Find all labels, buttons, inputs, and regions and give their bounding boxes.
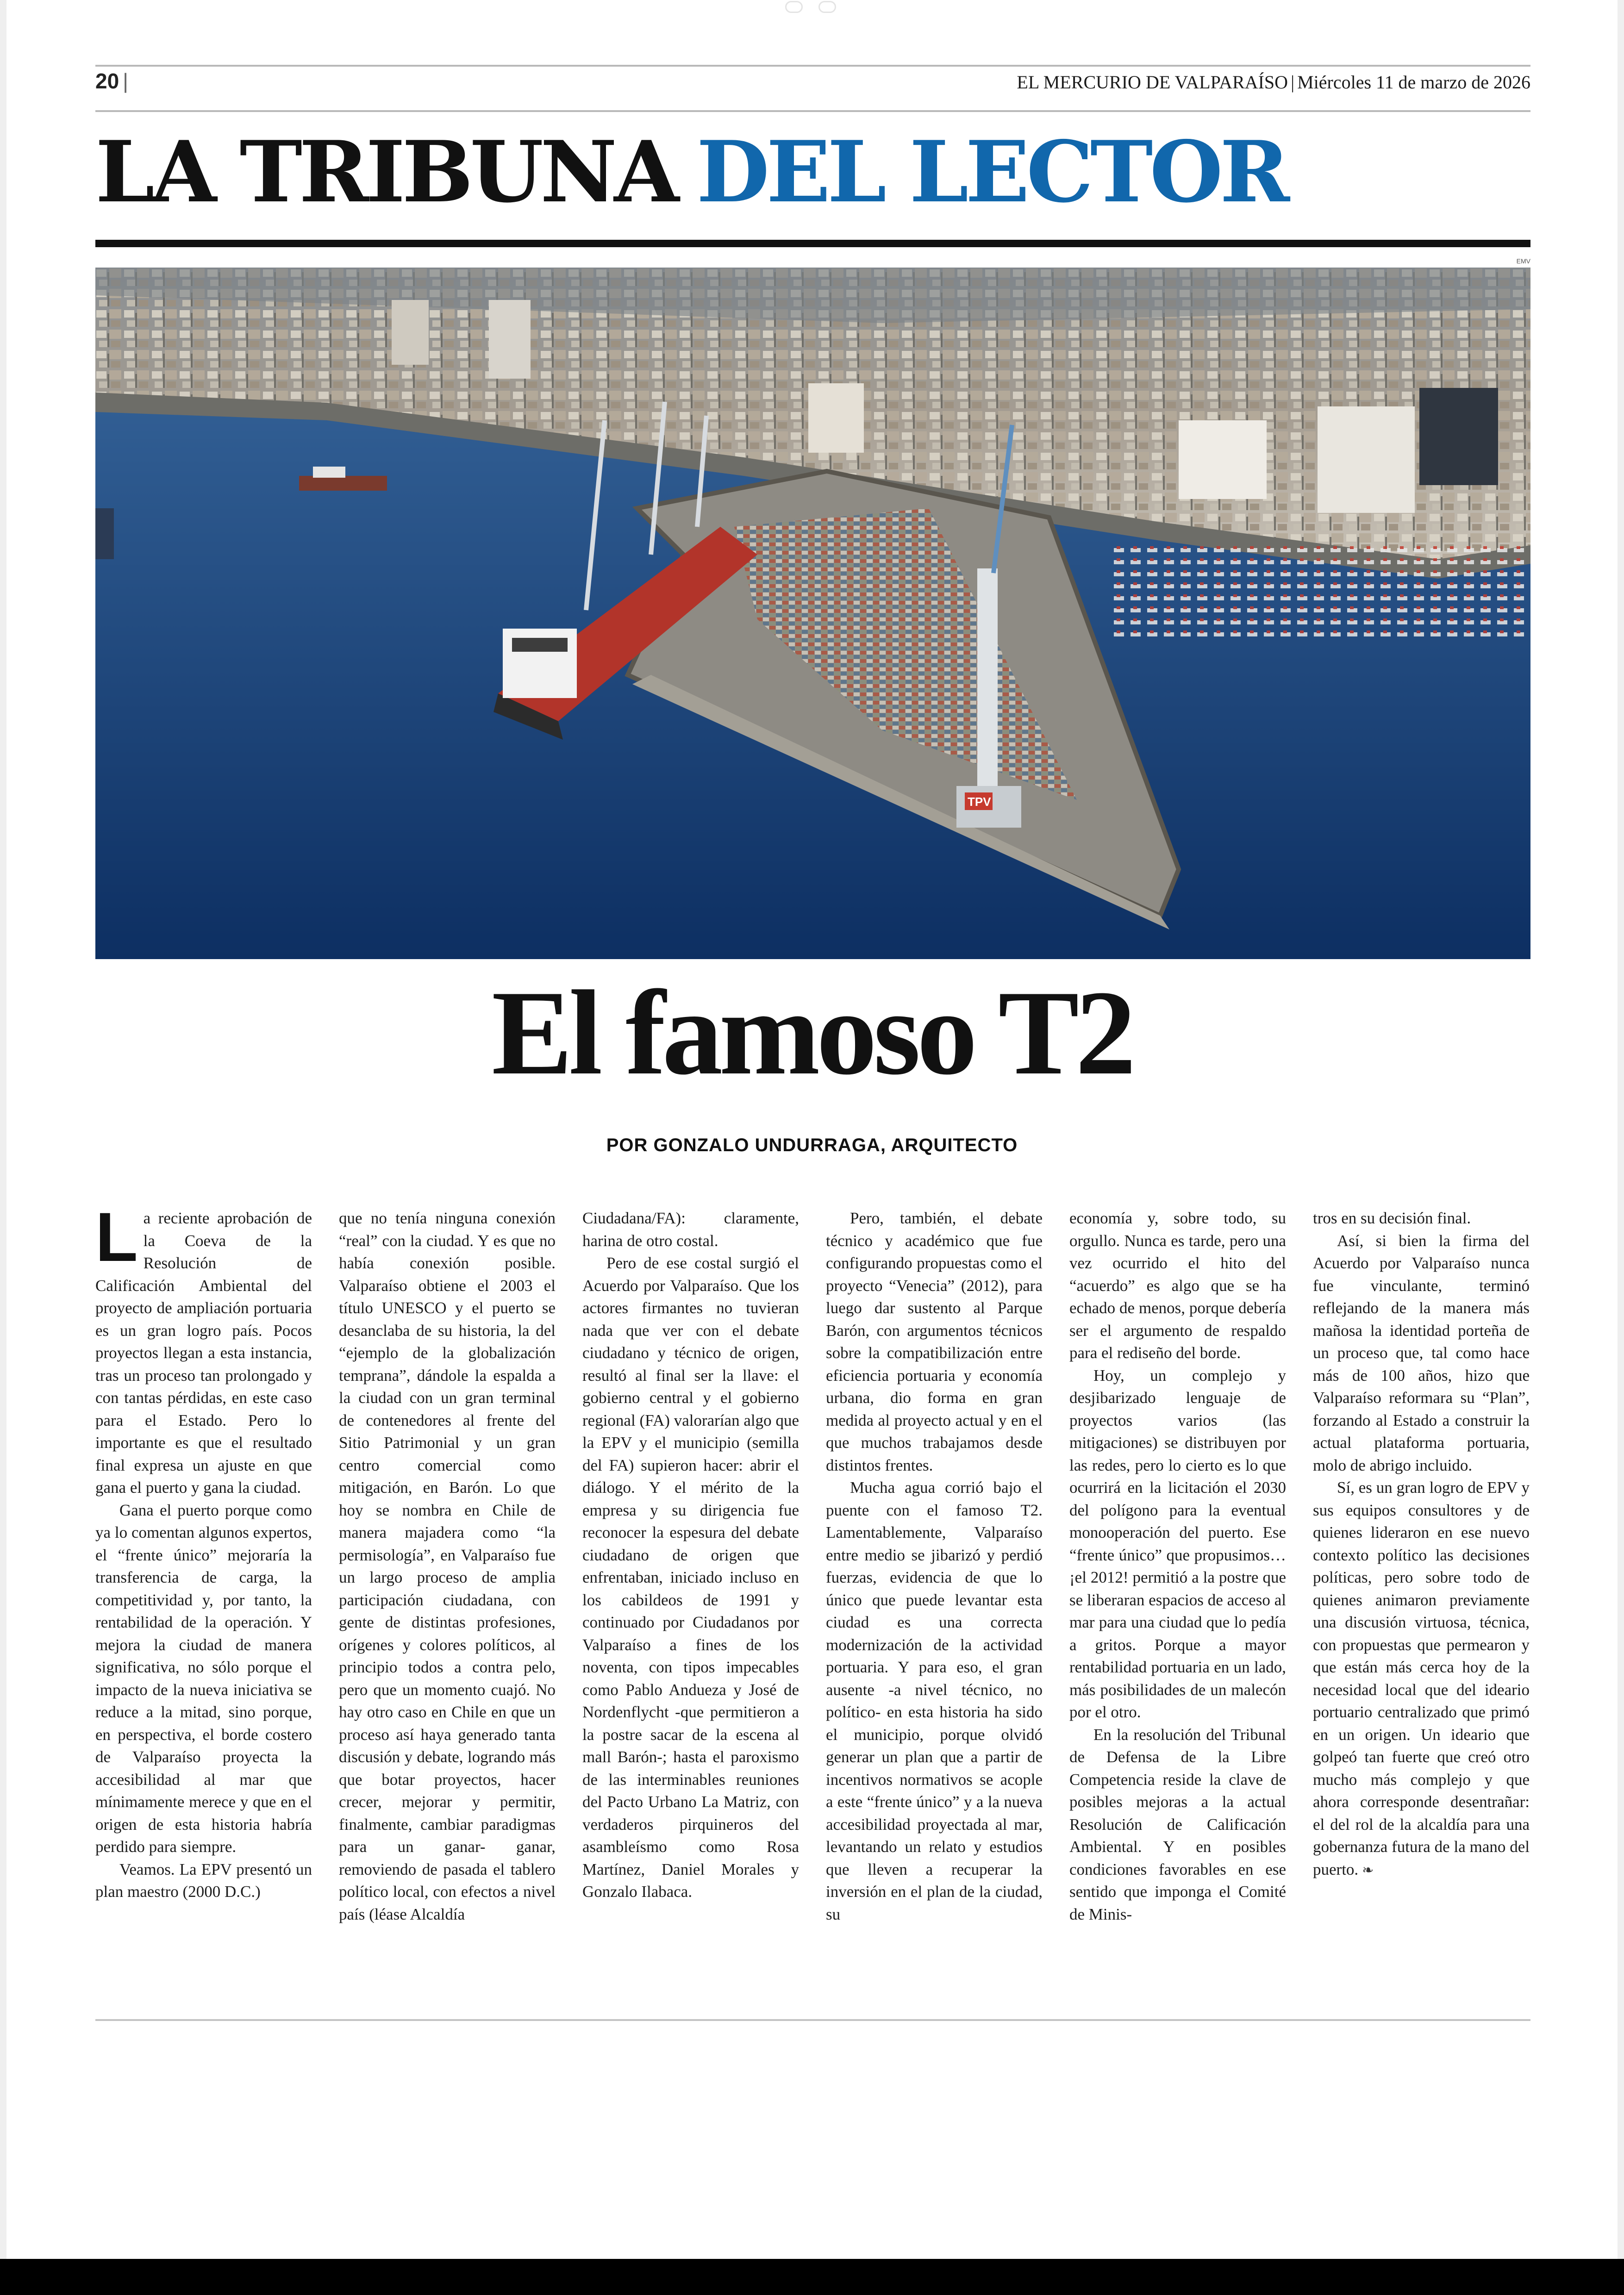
paragraph: La reciente aprobación de la Coeva de la Resolución de Calificación Ambiental del proyecto de ampliación portuaria es un gran logro país. Pocos proyectos llegan a esta instancia, tras un proceso tan prolongado y con tantas pérdidas, en este caso para el Estado. Pero lo importante es que el resultado final expresa un ajuste en que gana el puerto y gana la ciudad. bbox=[95, 1198, 312, 1497]
article-column-4 bbox=[826, 1207, 1043, 1926]
publication-header: EL MERCURIO DE VALPARAÍSO | Miércoles 11 de marzo de 2026 bbox=[1017, 72, 1530, 93]
paragraph: Ciudadana/FA): claramente, harina de otro costal. bbox=[582, 1209, 799, 1250]
headline: El famoso T2 bbox=[491, 966, 1133, 1100]
page-edge-left bbox=[0, 0, 6, 2259]
paragraph: Veamos. La EPV presentó un plan maestro (2000 D.C.) bbox=[95, 1860, 312, 1901]
byline: POR GONZALO UNDURRAGA, ARQUITECTO bbox=[606, 1135, 1018, 1155]
viewer-bottom-bar bbox=[0, 2259, 1624, 2295]
page-number: 20 | bbox=[95, 69, 129, 93]
section-title bbox=[95, 122, 1287, 221]
article-column-3 bbox=[582, 1207, 799, 1903]
bottom-rule bbox=[95, 2019, 1530, 2021]
article-column-1 bbox=[95, 1198, 312, 1903]
paragraph: Pero de ese costal surgió el Acuerdo por Valparaíso. Que los actores firmantes no tuvieran nada que ver con el debate ciudadano y técnico de origen, resultó al final ser la llave: el gobierno central y el gobierno regional (FA) valorarían algo que la EPV y el municipio (semilla del FA) supieron hacer: abrir el diálogo. Y el mérito de la empresa y su dirigencia fue reconocer la espesura del debate ciudadano de origen que enfrentaban, iniciado incluso en los cabildeos de 1991 y continuado por Ciudadanos por Valparaíso a fines de los noventa, con tipos impecables como Pablo Andueza y José de Nordenflycht -que permitieron a la postre sacar de la escena al mall Barón-; hasta el paroxismo de las interminables reuniones del Pacto Urbano La Matriz, con verdaderos pirquineros del asambleísmo como Rosa Martínez, Daniel Morales y Gonzalo Ilabaca. bbox=[582, 1254, 799, 1901]
paragraph: Así, si bien la firma del Acuerdo por Valparaíso nunca fue vinculante, terminó reflejando de la manera más mañosa la identidad porteña de un proceso que, tal como hace más de 100 años, hizo que Valparaíso reformara su “Plan”, forzando al Estado a construir la actual plataforma portuaria, molo de abrigo incluido. bbox=[1313, 1231, 1530, 1474]
ship-badge-text: TPV bbox=[968, 795, 991, 809]
paragraph: economía y, sobre todo, su orgullo. Nunca es tarde, pero una vez ocurrido el hito del “acuerdo” es algo que se ha echado de menos, porque debería ser el argumento de respaldo para el rediseño del borde. bbox=[1069, 1209, 1286, 1362]
photo-credit: EMV bbox=[1516, 257, 1530, 265]
end-mark-icon: ❧ bbox=[1362, 1862, 1374, 1878]
header-top-rule bbox=[95, 65, 1530, 67]
article-column-2 bbox=[339, 1207, 556, 1926]
section-title-blue: DEL LECTOR bbox=[696, 122, 1287, 221]
publication-name: EL MERCURIO DE VALPARAÍSO bbox=[1017, 72, 1288, 93]
paragraph: Pero, también, el debate técnico y académico que fue configurando propuestas como el proyecto “Venecia” (2012), para luego dar sustento al Parque Barón, con argumentos técnicos sobre la compatibilización entre eficiencia portuaria y economía urbana, dio forma en gran medida al proyecto actual y en el que muchos trabajamos desde distintos frentes. bbox=[826, 1209, 1043, 1474]
header-bottom-rule bbox=[95, 110, 1530, 112]
section-title-black: LA TRIBUNA bbox=[95, 122, 676, 221]
viewer-page-indicator bbox=[782, 0, 843, 12]
port-aerial-photo-illustration bbox=[95, 268, 1530, 959]
page-edge-right bbox=[1618, 0, 1624, 2259]
paragraph: Sí, es un gran logro de EPV y sus equipos consultores y de quienes lideraron en ese nuevo contexto político las decisiones políticas, pero sobre todo de quienes animaron previamente una discusión virtuosa, técnica, con propuestas que permearon y que están más cerca hoy de la necesidad local que del ideario portuario centralizado que primó en un origen. Un ideario que golpeó tan fuerte que creó otro mucho más complejo y que ahora corresponde desentrañar: el del rol de la alcaldía para una gobernanza futura de la mano del puerto. ❧ bbox=[1313, 1478, 1530, 1878]
paragraph: En la resolución del Tribunal de Defensa de la Libre Competencia reside la clave de posibles mejoras a la actual Resolución de Calificación Ambiental. Y en posibles condiciones favorables en ese sentido que imponga el Comité de Minis- bbox=[1069, 1725, 1286, 1923]
article-column-5 bbox=[1069, 1207, 1286, 1926]
paragraph: tros en su decisión final. bbox=[1313, 1209, 1471, 1227]
paragraph: que no tenía ninguna conexión “real” con la ciudad. Y es que no había conexión posible. Valparaíso obtiene el 2003 el título UNESCO y el puerto se desanclaba de su historia, la del “ejemplo de la globalización temprana”, dándole la espalda a la ciudad con un gran terminal de contenedores al frente del Sitio Patrimonial y un gran centro comercial como mitigación, en Barón. Lo que hoy se nombra en Chile de manera majadera como “la permisología”, en Valparaíso fue un largo proceso de amplia participación ciudadana, con gente de distintas profesiones, orígenes y colores políticos, al principio todos a contra pelo, pero que un momento cuajó. No hay otro caso en Chile en que un proceso así haya generado tanta discusión y debate, logrando más que botar proyectos, hacer crecer, mejorar y permitir, finalmente, cambiar paradigmas para un ganar- ganar, removiendo de pasada el tablero político local, con efectos a nivel país (léase Alcaldía bbox=[339, 1209, 556, 1923]
drop-cap: L bbox=[95, 1198, 138, 1276]
section-title-rule bbox=[95, 240, 1530, 247]
publication-date: Miércoles 11 de marzo de 2026 bbox=[1297, 72, 1530, 93]
article-body bbox=[95, 1198, 1530, 1923]
paragraph: Gana el puerto porque como ya lo comentan algunos expertos, el “frente único” mejoraría la transferencia de carga, la competitividad y, por tanto, la rentabilidad de la operación. Y mejora la ciudad de manera significativa, no sólo porque el impacto de la nueva iniciativa se reduce a la mitad, sino porque, en perspectiva, el borde costero de Valparaíso proyecta la accesibilidad al mar que mínimamente merece y que en el origen de esta historia habría perdido para siempre. bbox=[95, 1501, 312, 1856]
paragraph: Hoy, un complejo y desjibarizado lenguaje de proyectos varios (las mitigaciones) se distribuyen por las redes, pero lo cierto es lo que ocurrirá en la licitación el 2030 del polígono para la eventual monooperación del puerto. Ese “frente único” que propusimos… ¡el 2012! permitió a la postre que se liberaran espacios de acceso al mar para una ciudad que lo pedía a gritos. Porque a mayor rentabilidad portuaria en un lado, más posibilidades de un malecón por el otro. bbox=[1069, 1366, 1286, 1721]
article-column-6 bbox=[1313, 1207, 1530, 1882]
port-aerial-photo bbox=[95, 268, 1530, 959]
paragraph: Mucha agua corrió bajo el puente con el famoso T2. Lamentablemente, Valparaíso entre medio se jibarizó y perdió fuerzas, evidencia de que lo único que puede levantar esta ciudad es una correcta modernización de la actividad portuaria. Y para eso, el gran ausente -a nivel técnico, no político- en esta historia ha sido el municipio, porque olvidó generar un plan que a partir de incentivos normativos se acople a este “frente único” y a la nueva accesibilidad proyectada al mar, levantando un relato y estudios que lleven a recuperar la inversión en el plan de la ciudad, su bbox=[826, 1478, 1043, 1923]
